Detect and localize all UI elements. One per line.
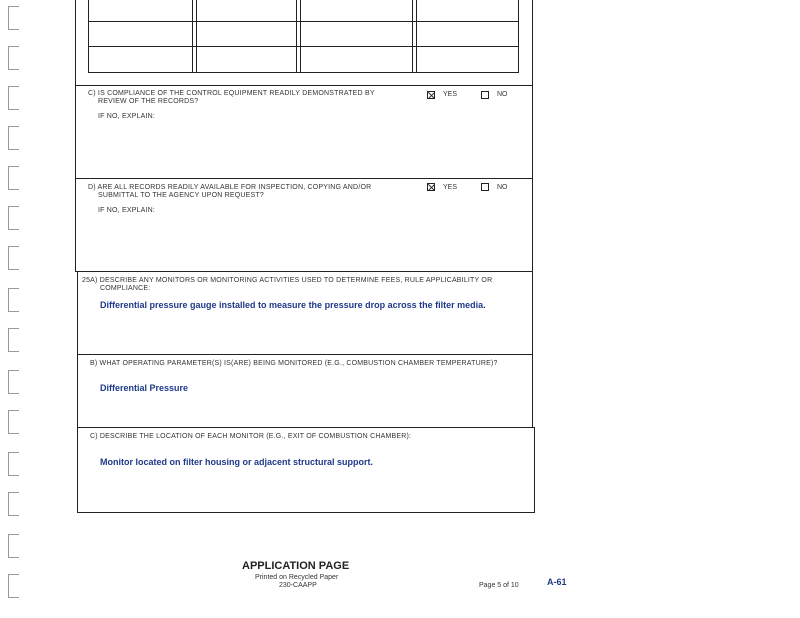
page-number: Page 5 of 10 [479,582,519,589]
question-25a-line2: COMPLIANCE: [100,285,151,292]
records-availability-section [75,178,533,272]
operating-parameters-section [77,354,533,428]
answer-b: Differential Pressure [100,383,189,393]
no-label: NO [497,184,508,191]
explain-label: IF NO, EXPLAIN: [98,113,156,120]
binding-mark [8,246,19,270]
binding-mark [8,288,19,312]
explain-label: IF NO, EXPLAIN: [98,207,156,214]
compliance-records-section [75,85,533,179]
answer-25a: Differential pressure gauge installed to measure the pressure drop across the filter media. [100,300,486,310]
binding-mark [8,492,19,516]
application-page-title: APPLICATION PAGE [242,560,350,572]
yes-checkbox[interactable] [427,91,435,99]
no-checkbox[interactable] [481,91,489,99]
form-code: 230-CAAPP [279,582,317,589]
question-d-line1: D) ARE ALL RECORDS READILY AVAILABLE FOR INSPECTION, COPYING AND/OR [88,184,372,191]
binding-mark [8,6,19,30]
binding-mark [8,370,19,394]
monitoring-activities-section [77,271,533,355]
binding-mark [8,452,19,476]
binding-mark [8,46,19,70]
yes-label: YES [443,184,458,191]
yes-label: YES [443,91,458,98]
no-checkbox[interactable] [481,183,489,191]
recycled-paper-note: Printed on Recycled Paper [255,574,339,581]
question-c-line1: C) IS COMPLIANCE OF THE CONTROL EQUIPMENT READILY DEMONSTRATED BY [88,90,375,97]
binding-mark [8,206,19,230]
binding-mark [8,86,19,110]
binding-mark [8,126,19,150]
monitor-location-section [77,427,535,513]
yes-checkbox[interactable] [427,183,435,191]
binding-mark [8,166,19,190]
question-c-location: C) DESCRIBE THE LOCATION OF EACH MONITOR (E.G., EXIT OF COMBUSTION CHAMBER): [90,433,412,440]
question-c-line2: REVIEW OF THE RECORDS? [98,98,199,105]
page-code: A-61 [547,577,567,587]
question-d-line2: SUBMITTAL TO THE AGENCY UPON REQUEST? [98,192,264,199]
binding-mark [8,328,19,352]
binding-mark [8,534,19,558]
answer-c-location: Monitor located on filter housing or adjacent structural support. [100,457,374,467]
question-b: B) WHAT OPERATING PARAMETER(S) IS(ARE) BEING MONITORED (E.G., COMBUSTION CHAMBER TEMPERATURE)? [90,360,498,367]
binding-mark [8,410,19,434]
binding-mark [8,574,19,598]
no-label: NO [497,91,508,98]
question-25a-line1: 25A) DESCRIBE ANY MONITORS OR MONITORING ACTIVITIES USED TO DETERMINE FEES, RULE APPLICABILITY OR [82,277,493,284]
